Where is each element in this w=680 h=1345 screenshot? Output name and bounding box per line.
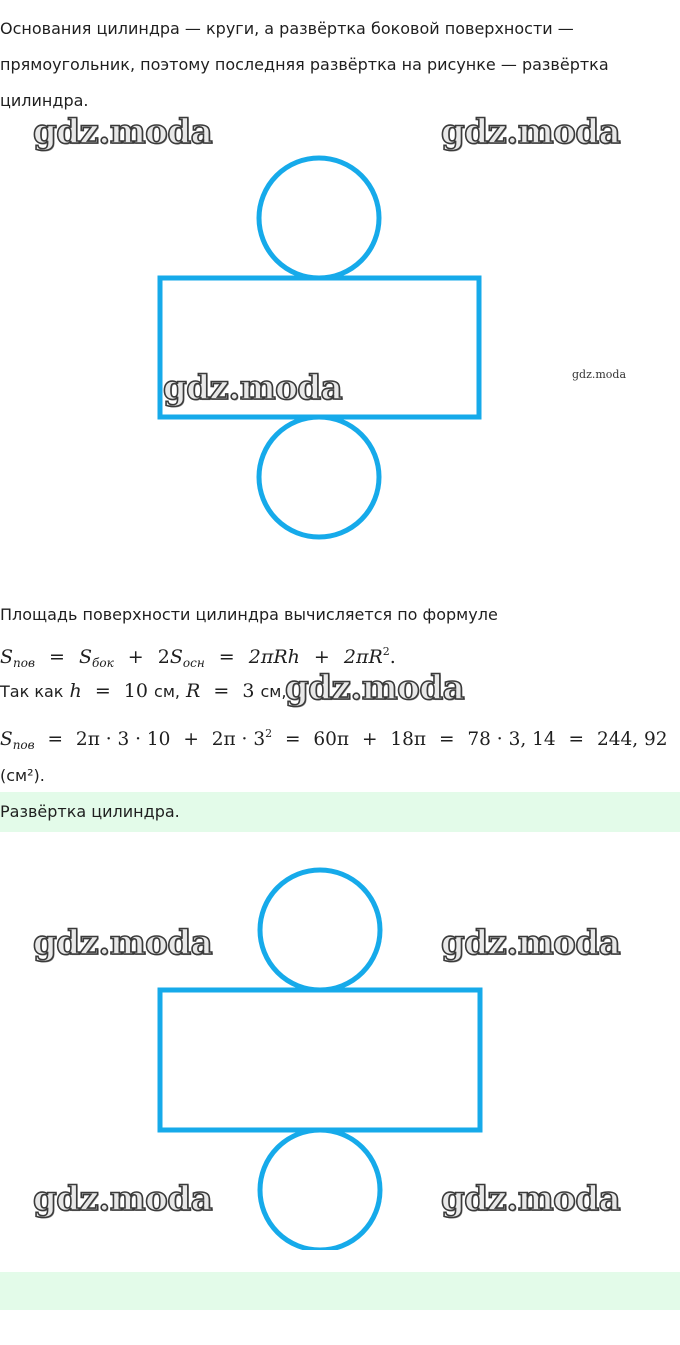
watermark-logo: gdz.moda: [441, 112, 621, 152]
answer-band: [0, 792, 680, 832]
footer-band: [0, 1272, 680, 1310]
watermark-logo-small: gdz.moda: [572, 368, 627, 381]
watermark-logo: gdz.moda: [163, 368, 343, 408]
surface-area-formula: $S_{пов} = S_{бок} + 2S_{осн} = 2\pi Rh + 2\pi R^2$.: [0, 645, 396, 670]
top-base-circle: [259, 158, 379, 278]
formula-intro-text: Площадь поверхности цилиндра вычисляется по формуле: [0, 605, 498, 624]
watermark-logo: gdz.moda: [33, 112, 213, 152]
calculation-unit: (см²).: [0, 766, 45, 785]
watermark-logo: gdz.moda: [33, 1179, 213, 1219]
lateral-surface-rectangle: [160, 990, 480, 1130]
intro-line-2: прямоугольник, поэтому последняя развёртка на рисунке — развёртка: [0, 55, 609, 74]
watermark-logo: gdz.moda: [285, 668, 465, 708]
bottom-base-circle: [259, 417, 379, 537]
intro-line-3: цилиндра.: [0, 91, 89, 110]
intro-line-1: Основания цилиндра — круги, а развёртка боковой поверхности —: [0, 19, 574, 38]
watermark-logo: gdz.moda: [33, 923, 213, 963]
calculation-line: $S_{пов} = 2\pi \cdot 3 \cdot 10 + 2\pi \cdot 3^2 = 60\pi + 18\pi = 78 \cdot 3$, 14 = 244, 92: [0, 727, 668, 752]
watermark-logo: gdz.moda: [441, 923, 621, 963]
answer-label: Развёртка цилиндра.: [0, 802, 180, 821]
intro-paragraph: [0, 11, 672, 119]
watermark-logo: gdz.moda: [441, 1179, 621, 1219]
bottom-base-circle: [260, 1130, 380, 1250]
top-base-circle: [260, 870, 380, 990]
given-values-line: Так как h = 10 см, R = 3 см,: [0, 680, 287, 702]
cylinder-net-figure-1: [0, 140, 680, 560]
